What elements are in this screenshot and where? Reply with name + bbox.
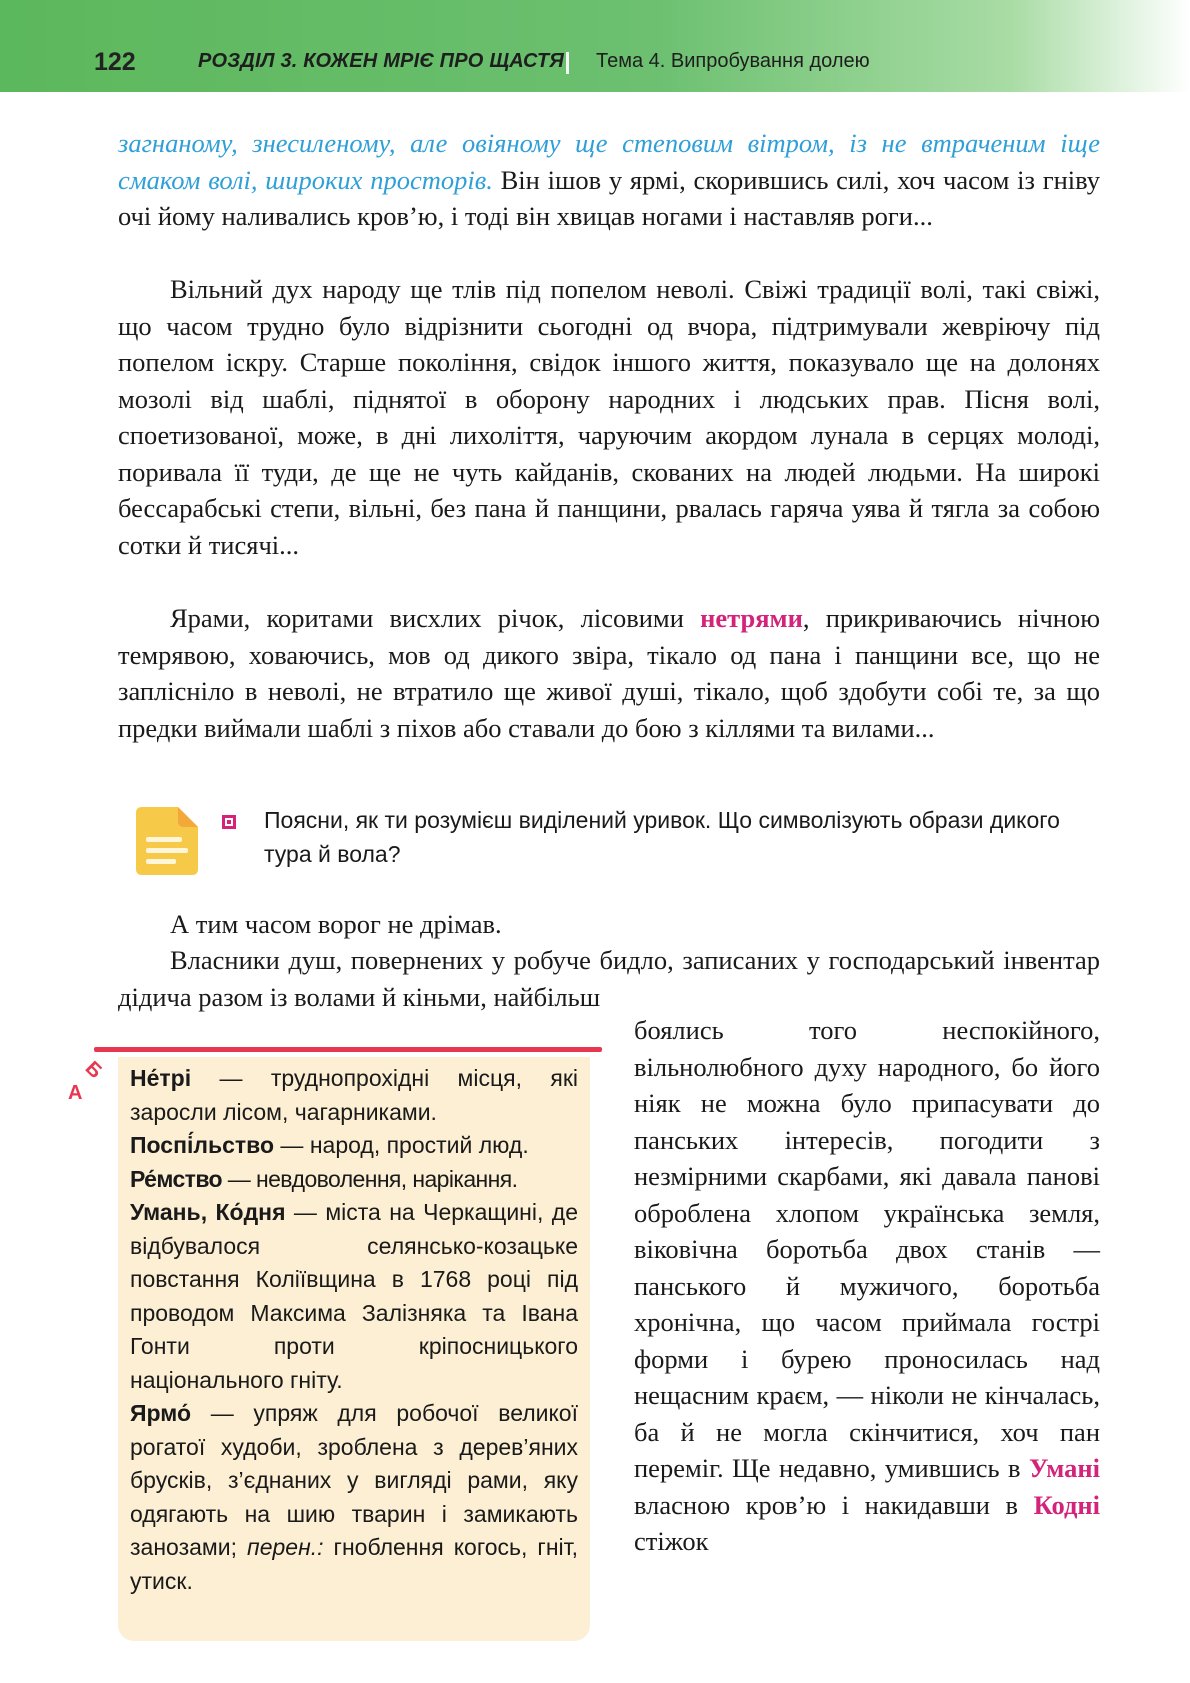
document-icon — [136, 807, 198, 875]
glossary-term: Поспі́льство — [130, 1132, 275, 1158]
paragraph-5: Власники душ, повернених у робуче бидло, записаних у господарський інвентар дідича разом із волами й кіньми, найбільш — [118, 945, 1100, 1012]
glossary-term: Не́трі — [130, 1065, 192, 1091]
keyword-uman: Умані — [1028, 1453, 1100, 1483]
paragraph-2: Вільний дух народу ще тлів під попелом неволі. Свіжі традиції волі, такі свіжі, що часом трудно було відрізнити сьогодні од вчора, підтримували жевріючу під попелом іскру. Старше покоління, свідок іншого життя, показувало ще на долонях мозолі від шаблі, піднятої в оборону народних і людських прав. Пісня волі, споетизованої, може, в дні лихоліття, чаруючим акордом лунала в серцях молоді, поривала її туди, де ще не чуть кайданів, скованих на людей людьми. На широкі бессарабські степи, вільні, без пана й панщини, рвалась гаряча уява й тягла за собою сотки й тисячі... — [118, 274, 1100, 560]
glossary-term: Ре́мство — [130, 1165, 223, 1192]
glossary-definition: — міста на Черкащині, де відбувалося селянсько-козацьке повстання Коліївщина в 1768 році під проводом Максима Залізняка та Івана Гонти проти кріпосницького національного гніту. — [130, 1199, 578, 1393]
task-block — [136, 803, 1100, 883]
paragraph-1-text: Він ішов у ярмі, скорившись силі, хоч часом із гніву очі йому наливались кров’ю, і тоді він хвицав ногами і наставляв роги... — [118, 164, 1100, 231]
right-column-text-a: боялись того неспокійного, вільнолюбного духу народного, бо його ніяк не можна було припасувати до панських інтересів, погодити з незмірними скарбами, які давала панові оброблена хлопом українська земля, віковічна боротьба двох станів — панського й мужичого, боротьба хронічна, що часом приймала гострі форми і бурею проносилась над нещасним краєм, — ніколи не кінчалась, ба й не могла скінчитися, хоч пан переміг. Ще недавно, умившись в — [634, 1015, 1100, 1483]
glossary-badge-b: Б — [80, 1057, 107, 1084]
keyword-netri: нетрями — [700, 603, 803, 633]
page-number: 122 — [94, 48, 136, 76]
right-column-text-c: стіжок — [634, 1526, 709, 1556]
task-text: Поясни, як ти розумієш виділений уривок. Що символізують образи дикого тура й вола? — [264, 807, 1060, 867]
glossary-term: Умань, Ко́дня — [130, 1199, 286, 1225]
right-column-text-b: власною кров’ю і накидавши в — [634, 1489, 1034, 1520]
glossary-entry-uman-kodnia — [130, 1199, 578, 1393]
page-header — [0, 0, 1190, 92]
glossary-entry-yarmo — [130, 1400, 578, 1594]
paragraph-3-text-b: , прикриваючись нічною темрявою, ховаючись, мов од дикого звіра, тікало од пана і панщини все, що не заплісніло в неволі, не втратило ще живої душі, тікало, щоб здобути собі те, за що предки виймали шаблі з піхов або ставали до бою з кіллями та вилами... — [118, 603, 1100, 743]
task-bullet — [222, 815, 236, 829]
section-title: РОЗДІЛ 3. КОЖЕН МРІЄ ПРО ЩАСТЯ — [198, 50, 565, 72]
glossary-badge-a: А — [68, 1082, 83, 1104]
paragraph-4: А тим часом ворог не дрімав. — [170, 909, 502, 939]
keyword-kodnia: Кодні — [1033, 1489, 1100, 1520]
paragraph-3-text-a: Ярами, коритами висхлих річок, лісовими — [170, 603, 701, 633]
glossary-text — [130, 1062, 578, 1598]
glossary-entry-remstvo — [130, 1166, 517, 1192]
glossary-entry-netri — [130, 1065, 578, 1125]
glossary-definition: — невдоволення, нарікання. — [222, 1165, 518, 1192]
glossary-term: Ярмо́ — [130, 1400, 192, 1426]
paragraph-3 — [118, 600, 1100, 746]
glossary-divider — [94, 1047, 602, 1052]
glossary-definition: — народ, простий люд. — [274, 1132, 529, 1158]
glossary-entry-pospilstvo — [130, 1132, 529, 1158]
header-separator — [566, 52, 569, 74]
glossary-definition: — труднопрохідні місця, які заросли лісом, чагарниками. — [130, 1065, 578, 1125]
topic-title: Тема 4. Випробування долею — [596, 50, 870, 72]
highlighted-excerpt: загнаному, знесиленому, але овіяному ще степовим вітром, із не втраченим іще смаком волі, широких просторів. — [118, 128, 1100, 195]
right-column-text — [634, 1012, 1100, 1560]
glossary-definition: — упряж для робочої великої рогатої худоби, зроблена з дерев’яних брусків, з’єднаних у вигляді рами, яку одягають на шию тварин і замикають занозами; — [130, 1400, 578, 1560]
glossary-definition-cont: гноблення когось, гніт, утиск. — [130, 1534, 579, 1594]
glossary-note: перен.: — [247, 1534, 324, 1560]
paragraph-1 — [118, 125, 1100, 235]
